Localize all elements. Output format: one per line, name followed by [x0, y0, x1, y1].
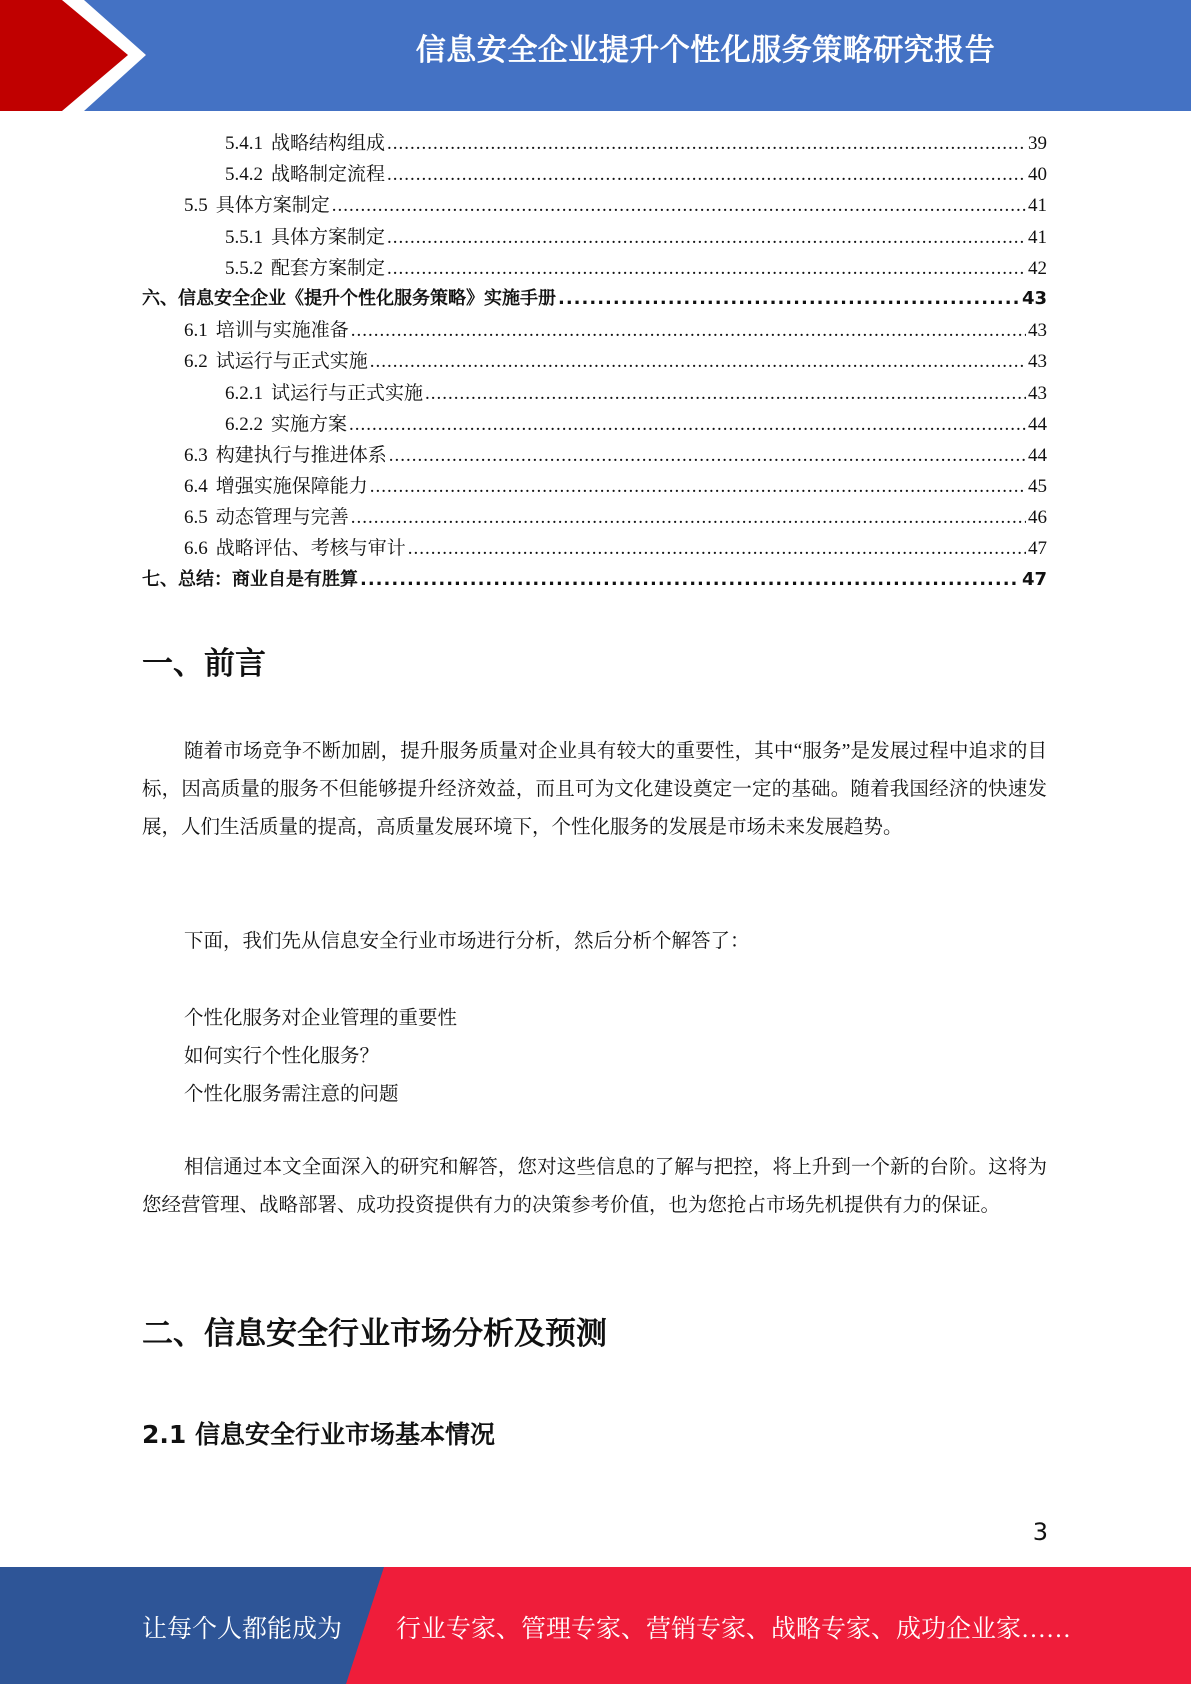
section-heading-market-analysis: 二、信息安全行业市场分析及预测 — [142, 1316, 607, 1352]
toc-entry[interactable] — [142, 253, 1047, 284]
toc-entry-number: 5.5 — [184, 195, 208, 217]
toc-entry-number: 6.1 — [184, 320, 208, 342]
header-arrow-decoration — [0, 0, 240, 111]
toc-entry[interactable] — [142, 222, 1047, 253]
toc-entry-text: 具体方案制定 — [271, 226, 386, 248]
toc-entry-text: 六、信息安全企业《提升个性化服务策略》实施手册 — [142, 287, 556, 309]
preface-paragraph-3: 相信通过本文全面深入的研究和解答，您对这些信息的了解与把控，将上升到一个新的台阶。这将为您经营管理、战略部署、成功投资提供有力的决策参考价值，也为您抢占市场先机提供有力的保证。 — [142, 1157, 1047, 1216]
preface-list-item: 个性化服务需注意的问题 — [184, 1084, 399, 1105]
toc-dot-leader — [387, 258, 1026, 280]
toc-entry-number: 6.5 — [184, 507, 208, 529]
toc-entry[interactable] — [142, 346, 1047, 377]
toc-entry-title — [225, 159, 385, 186]
preface-paragraph-2: 下面，我们先从信息安全行业市场进行分析，然后分析个解答了： — [184, 931, 750, 952]
toc-entry-text: 战略结构组成 — [271, 133, 386, 154]
toc-entry-number: 6.3 — [184, 444, 208, 466]
toc-dot-leader — [360, 569, 1020, 590]
toc-entry-text: 战略制定流程 — [271, 164, 386, 186]
toc-entry-number: 5.5.1 — [225, 226, 263, 248]
toc-page-number: 43 — [1028, 351, 1047, 373]
toc-page-number: 47 — [1021, 568, 1047, 590]
toc-entry-number: 5.4.1 — [225, 133, 263, 154]
toc-entry-text: 配套方案制定 — [271, 257, 386, 279]
toc-entry[interactable] — [142, 440, 1047, 471]
toc-entry-text: 构建执行与推进体系 — [215, 444, 387, 466]
toc-page-number: 44 — [1028, 444, 1047, 466]
toc-entry-title — [225, 409, 347, 436]
toc-entry[interactable] — [142, 409, 1047, 440]
toc-entry[interactable] — [142, 533, 1047, 564]
toc-page-number: 43 — [1028, 382, 1047, 404]
toc-entry-text: 战略评估、考核与审计 — [215, 538, 406, 560]
toc-entry-number: 6.6 — [184, 538, 208, 560]
toc-entry[interactable] — [142, 159, 1047, 190]
toc-entry-number: 6.2 — [184, 351, 208, 373]
toc-page-number: 44 — [1028, 413, 1047, 435]
page-number: 3 — [1032, 1518, 1048, 1546]
toc-entry-text: 试运行与正式实施 — [271, 382, 424, 404]
toc-page-number: 41 — [1028, 226, 1047, 248]
toc-entry[interactable] — [142, 128, 1047, 159]
toc-entry-text: 动态管理与完善 — [215, 507, 349, 529]
toc-entry-title — [225, 128, 385, 155]
toc-dot-leader — [370, 351, 1026, 373]
toc-dot-leader — [351, 320, 1026, 342]
toc-dot-leader — [387, 133, 1026, 155]
toc-entry[interactable] — [142, 502, 1047, 533]
toc-entry-text: 具体方案制定 — [215, 195, 330, 217]
toc-page-number: 47 — [1028, 538, 1047, 560]
toc-entry-title — [184, 471, 368, 498]
toc-page-number: 39 — [1028, 133, 1047, 154]
toc-entry[interactable] — [142, 471, 1047, 502]
toc-entry-text: 七、总结：商业自是有胜算 — [142, 568, 358, 590]
toc-page-number: 43 — [1028, 320, 1047, 342]
toc-dot-leader — [408, 538, 1026, 560]
toc-page-number: 43 — [1021, 287, 1047, 309]
preface-list-item: 如何实行个性化服务？ — [184, 1046, 380, 1067]
footer-slogan-left: 让每个人都能成为 — [142, 1616, 343, 1643]
toc-entry-title — [225, 253, 385, 280]
toc-entry-title — [184, 346, 368, 373]
toc-entry[interactable] — [142, 565, 1047, 596]
toc-page-number: 45 — [1028, 476, 1047, 498]
toc-entry[interactable] — [142, 190, 1047, 221]
toc-dot-leader — [387, 227, 1026, 249]
preface-paragraph-1: 随着市场竞争不断加剧，提升服务质量对企业具有较大的重要性，其中“服务”是发展过程中追求的目标，因高质量的服务不但能够提升经济效益，而且可为文化建设奠定一定的基础。随着我国经济的快速发展，人们生活质量的提高，高质量发展环境下，个性化服务的发展是市场未来发展趋势。 — [142, 741, 1047, 838]
preface-list-item: 个性化服务对企业管理的重要性 — [184, 1008, 458, 1029]
toc-entry-title — [184, 533, 406, 560]
toc-entry-title — [142, 284, 556, 310]
toc-page-number: 46 — [1028, 507, 1047, 529]
toc-entry[interactable] — [142, 378, 1047, 409]
toc-entry-title — [184, 502, 349, 529]
header-title: 信息安全企业提升个性化服务策略研究报告 — [415, 33, 996, 68]
preface-list — [184, 1000, 457, 1114]
toc-dot-leader — [389, 445, 1026, 467]
toc-page-number: 42 — [1028, 257, 1047, 279]
toc-entry[interactable] — [142, 315, 1047, 346]
toc-dot-leader — [351, 507, 1026, 529]
toc-entry-text: 增强实施保障能力 — [215, 476, 368, 498]
toc-entry-number: 5.4.2 — [225, 164, 263, 186]
toc-entry-number: 6.4 — [184, 476, 208, 498]
page-header — [0, 0, 1191, 111]
toc-entry-title — [225, 378, 423, 405]
toc-entry-number: 6.2.2 — [225, 413, 263, 435]
toc-entry-text: 试运行与正式实施 — [215, 351, 368, 373]
subsection-heading: 2.1 信息安全行业市场基本情况 — [142, 1420, 495, 1449]
toc-page-number: 41 — [1028, 195, 1047, 217]
toc-dot-leader — [387, 164, 1026, 186]
toc-dot-leader — [425, 383, 1026, 405]
toc-page-number: 40 — [1028, 164, 1047, 186]
toc-dot-leader — [349, 414, 1026, 436]
footer-slogan-right: 行业专家、管理专家、营销专家、战略专家、成功企业家…… — [396, 1616, 1072, 1643]
toc-entry-number: 6.2.1 — [225, 382, 263, 404]
toc-entry-text: 培训与实施准备 — [215, 320, 349, 342]
toc-entry-title — [184, 190, 330, 217]
toc-dot-leader — [370, 476, 1026, 498]
section-heading-preface: 一、前言 — [142, 646, 266, 682]
toc-entry-title — [184, 440, 387, 467]
toc-entry[interactable] — [142, 284, 1047, 315]
toc-entry-text: 实施方案 — [271, 413, 348, 435]
page-footer — [0, 1567, 1191, 1684]
toc-entry-number: 5.5.2 — [225, 257, 263, 279]
toc-dot-leader — [332, 195, 1026, 217]
toc-entry-title — [184, 315, 349, 342]
toc-dot-leader — [558, 288, 1020, 309]
toc-entry-title — [225, 222, 385, 249]
table-of-contents — [142, 128, 1047, 596]
toc-entry-title — [142, 565, 358, 591]
